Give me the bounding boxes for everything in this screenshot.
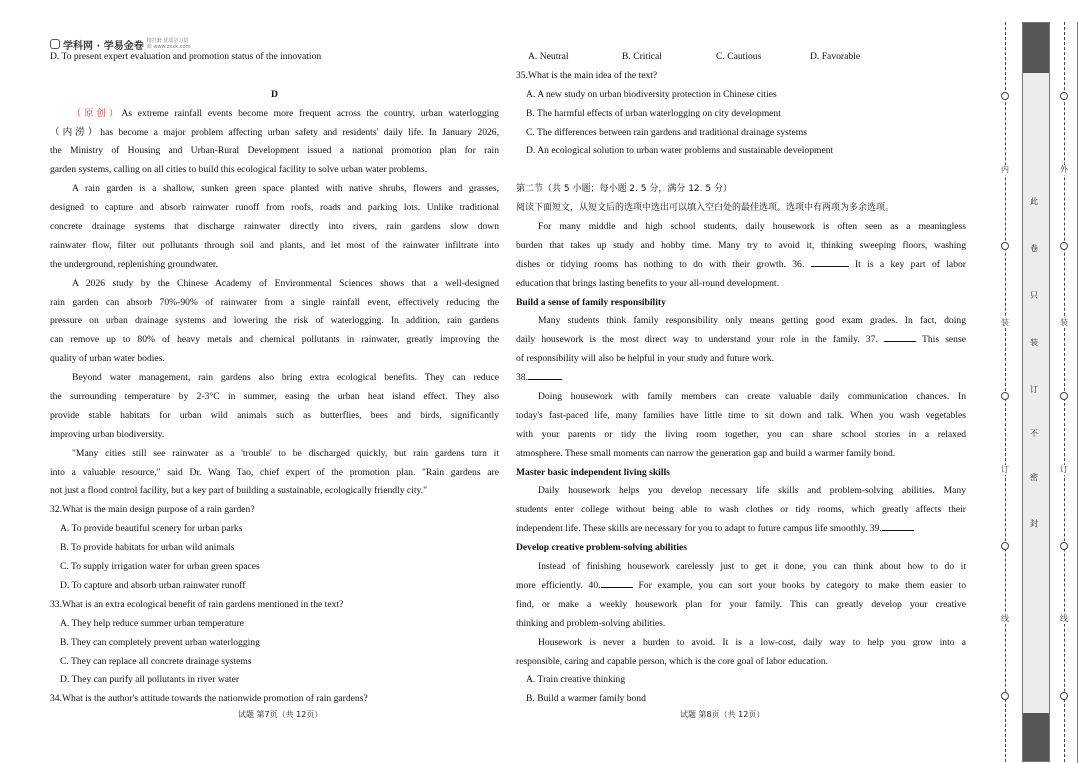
question-35: 35.What is the main idea of the text? [516, 69, 658, 81]
passage-d-paragraph-4: Beyond water management, rain gardens also bring extra ecological benefits. They can reduce the surrounding temperature by 2-3°C in summer, easing the urban heat island effect. They also provide stable habitats for urban wild animals such as butterflies, bees and birds, significantly improving urban biodiversity. [50, 372, 499, 440]
notice-char: 卷 [1030, 244, 1038, 253]
outer-label-zhuang: 装 [1060, 318, 1068, 327]
punch-circle [1001, 542, 1009, 550]
q33-option-c[interactable]: C. They can replace all concrete drainage systems [60, 655, 252, 667]
page-footer-right: 试题 第8页（共 12页） [680, 710, 765, 719]
logo-tagline: 精打磨 优质学习资源 www.zxxk.com [146, 38, 191, 50]
passage-p2-line1: Many students think family responsibility only means getting good exam grades. In fact, doing [538, 315, 966, 327]
passage-p6-line1: Housework is never a burden to avoid. It is a low-cost, daily way to help you grow into a [538, 636, 966, 648]
q34-options [516, 48, 966, 67]
inner-label-xian: 线 [1001, 614, 1009, 623]
passage-p3-line4: atmosphere. These small moments can narrow the generation gap and build a warmer family bond. [516, 447, 896, 459]
notice-char: 此 [1030, 197, 1038, 206]
punch-circle [1060, 92, 1068, 100]
passage-d-paragraph-1: （原创）As extreme rainfall events become more frequent across the country, urban waterlogging （内涝）has become a major problem affecting urban safety and residents' daily life. In January 2026, the Ministry of Housing and Urban-Rural Development issued a national promotion plan for rain garden systems, calling on all cities to build this ecological facility to solve urban water problems. [50, 107, 499, 176]
q32-option-a[interactable]: A. To provide beautiful scenery for urban parks [60, 523, 243, 535]
passage-p4-line1: Daily housework helps you develop necessary life skills and problem-solving abilities. Many [538, 485, 966, 497]
inner-label-ding: 订 [1001, 465, 1009, 474]
punch-circle [1060, 542, 1068, 550]
q35-option-b[interactable]: B. The harmful effects of urban waterlogging on city development [526, 107, 781, 119]
punch-circle [1001, 242, 1009, 250]
q32-option-c[interactable]: C. To supply irrigation water for urban green spaces [60, 561, 260, 573]
notice-char: 封 [1030, 519, 1038, 528]
q33-option-b[interactable]: B. They can completely prevent urban waterlogging [60, 636, 260, 648]
punch-circle [1060, 242, 1068, 250]
q32-option-b[interactable]: B. To provide habitats for urban wild animals [60, 542, 235, 554]
strip-bottom-block [1023, 713, 1049, 761]
q32-option-d[interactable]: D. To capture and absorb urban rainwater runoff [60, 579, 246, 591]
inner-label-zhuang: 装 [1001, 318, 1009, 327]
q35-option-a[interactable]: A. A new study on urban biodiversity protection in Chinese cities [526, 88, 777, 100]
passage-p5-line1: Instead of finishing housework carelessly just to get it done, you can think about how to do it [538, 561, 966, 573]
blank-38[interactable] [528, 369, 562, 380]
notice-char: 装 [1030, 338, 1038, 347]
q34-option-d[interactable]: D. Favorable [810, 51, 861, 62]
right-column [516, 48, 966, 709]
blank-37[interactable] [884, 331, 916, 342]
choice-option-a[interactable]: A. Train creative thinking [526, 674, 626, 686]
punch-circle [1001, 692, 1009, 700]
logo-text: 学科网 · 学易金卷 [63, 40, 144, 52]
passage-d-paragraph-3: A 2026 study by the Chinese Academy of Environmental Sciences shows that a well-designed rain garden can absorb 70%-90% of rainwater from a single rainfall event, effectively reducing the pressure on urban drainage systems and lowering the risk of waterlogging. In addition, rain gardens can remove up to 80% of heavy metals and chemical pollutants in rainwater, greatly improving the quality of urban water bodies. [50, 277, 499, 365]
left-column [50, 48, 499, 709]
punch-circle [1001, 392, 1009, 400]
passage-p6-line2: responsible, caring and capable person, which is the core goal of labor education. [516, 655, 828, 667]
passage-p4-line2: students enter college without being able to wash clothes or tidy rooms, which greatly affects their [516, 504, 966, 516]
choice-option-b[interactable]: B. Build a warmer family bond [526, 693, 646, 705]
passage-p4-line3: independent life. These skills are necessary for you to adapt to future campus life smoothly. 39. [516, 520, 966, 539]
q31-option-d: D. To present expert evaluation and promotion status of the innovation [50, 51, 322, 62]
q34-option-a[interactable]: A. Neutral [528, 51, 569, 62]
passage-d-paragraph-5: "Many cities still see rainwater as a 'trouble' to be discharged quickly, but rain gardens turn it into a valuable resource," said Dr. Wang Tao, chief expert of the promotion plan. "Rain gardens are not just a flood control facility, but a key part of building a sustainable, ecologically friendly city." [50, 447, 499, 497]
strip-top-block [1023, 23, 1049, 73]
outer-label-ding: 订 [1060, 465, 1068, 474]
heading-problem-solving: Develop creative problem-solving abilities [516, 542, 687, 554]
passage-p1-line1: For many middle and high school students, daily housework is often seen as a meaningless [538, 221, 966, 233]
blank-40[interactable] [601, 577, 633, 588]
frame-edge [1077, 22, 1078, 763]
passage-d-title: D [271, 88, 278, 100]
passage-p5-line4: thinking and problem-solving abilities. [516, 617, 666, 629]
section-2-title: 第二节（共 5 小题；每小题 2. 5 分，满分 12. 5 分） [516, 184, 732, 195]
question-32: 32.What is the main design purpose of a rain garden? [50, 504, 255, 516]
q33-option-d[interactable]: D. They can purify all pollutants in river water [60, 674, 240, 686]
q33-option-a[interactable]: A. They help reduce summer urban temperature [60, 617, 244, 629]
punch-circle [1060, 392, 1068, 400]
passage-p2-line2: daily housework is the most direct way to understand your role in the family. 37. This sense [516, 331, 966, 350]
question-34: 34.What is the author's attitude towards the nationwide promotion of rain gardens? [50, 693, 368, 705]
page-footer-left: 试题 第7页（共 12页） [238, 710, 323, 719]
passage-p5-line3: find, or make a weekly housework plan for your family. This can greatly develop your creative [516, 598, 966, 610]
inner-label-nei: 内 [1001, 165, 1009, 174]
blank-39[interactable] [882, 520, 914, 531]
passage-p1-line2: burden that takes up study and hobby time. Many try to avoid it, thinking sweeping floors, washing [516, 239, 966, 251]
q34-option-c[interactable]: C. Cautious [716, 51, 762, 62]
blank-36[interactable] [811, 256, 849, 267]
notice-char: 密 [1030, 473, 1038, 482]
heading-family-responsibility: Build a sense of family responsibility [516, 296, 666, 308]
outer-label-xian: 线 [1060, 614, 1068, 623]
q35-option-d[interactable]: D. An ecological solution to urban water problems and sustainable development [526, 145, 834, 157]
passage-p3-line2: today's fast-paced life, many families have little time to sit down and talk. When you wash vegetables [516, 409, 966, 421]
notice-char: 只 [1030, 291, 1038, 300]
blank-38-line: 38. [516, 369, 966, 388]
heading-living-skills: Master basic independent living skills [516, 466, 670, 478]
question-33: 33.What is an extra ecological benefit of rain gardens mentioned in the text? [50, 598, 344, 610]
q34-option-b[interactable]: B. Critical [622, 51, 662, 62]
punch-circle [1001, 92, 1009, 100]
passage-p1-line4: education that brings lasting benefits to your all-round development. [516, 277, 779, 289]
punch-circle [1060, 692, 1068, 700]
passage-p3-line1: Doing housework with family members can create valuable daily communication chances. In [538, 391, 966, 403]
notice-char: 不 [1030, 429, 1038, 438]
passage-p2-line3: of responsibility will also be helpful in your study and future work. [516, 353, 774, 365]
q35-option-c[interactable]: C. The differences between rain gardens and traditional drainage systems [526, 126, 807, 138]
passage-p5-line2: more efficiently. 40. For example, you can sort your books by category to make them easier to [516, 577, 966, 596]
section-2-instructions: 阅读下面短文，从短文后的选项中选出可以填入空白处的最佳选项。选项中有两项为多余选项。 [516, 203, 895, 214]
passage-p1-line3: dishes or tidying rooms has nothing to do with their growth. 36. It is a key part of labor [516, 256, 966, 275]
original-tag: （原创） [72, 108, 122, 119]
passage-p3-line3: with your parents or tidy the living room together, you can share school stories in a relaxed [516, 428, 966, 440]
notice-char: 订 [1030, 385, 1038, 394]
outer-label-wai: 外 [1060, 165, 1068, 174]
passage-d-paragraph-2: A rain garden is a shallow, sunken green space planted with native shrubs, flowers and grasses, designed to capture and absorb rainwater runoff from roofs, roads and parking lots. Unlike traditional concrete drainage systems that discharge rainwater directly into rivers, rain gardens slow down rainwater flow, filter out pollutants through soil and plants, and let most of the rainwater infiltrate into the underground, replenishing groundwater. [50, 183, 499, 270]
